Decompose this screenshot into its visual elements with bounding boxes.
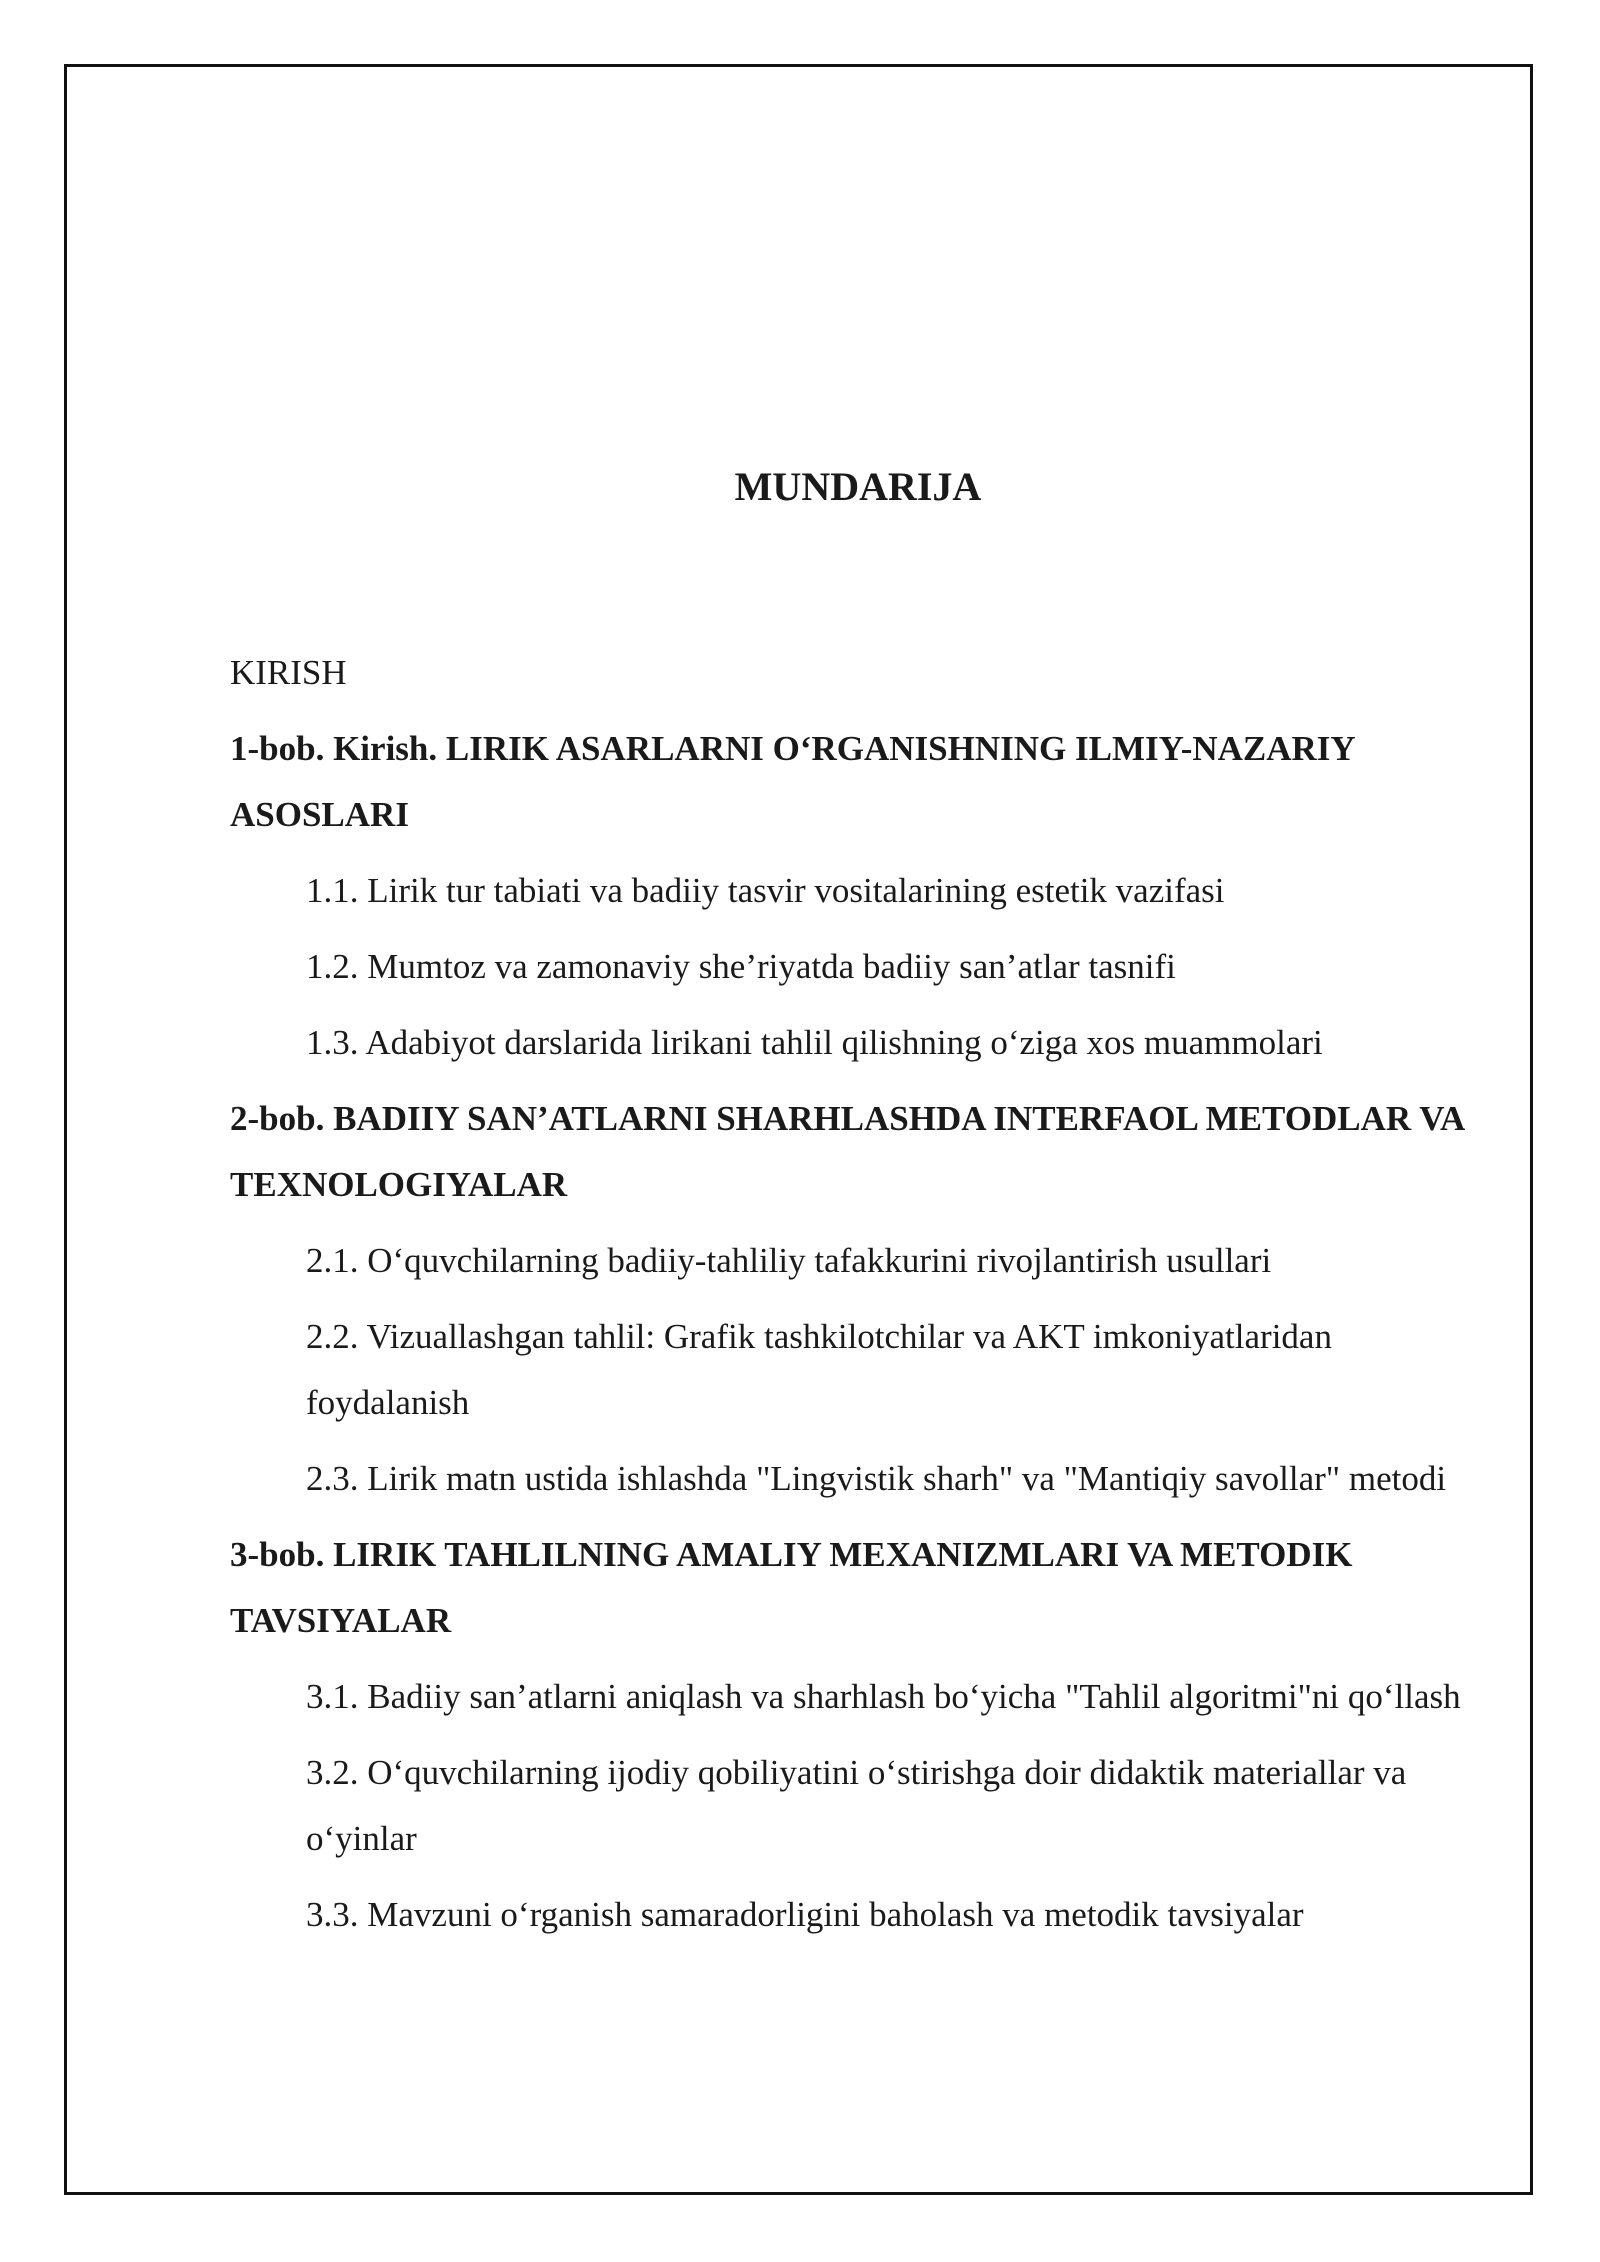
toc-chapter-1: 1-bob. Kirish. LIRIK ASARLARNI O‘RGANISHNING ILMIY-NAZARIY ASOSLARI: [230, 729, 1355, 834]
toc-section-1-2: 1.2. Mumtoz va zamonaviy she’riyatda badiiy san’atlar tasnifi: [306, 947, 1176, 986]
toc-section-2-3: 2.3. Lirik matn ustida ishlashda "Lingvistik sharh" va "Mantiqiy savollar" metodi: [306, 1459, 1447, 1498]
toc-section-3-2: 3.2. O‘quvchilarning ijodiy qobiliyatini o‘stirishga doir didaktik materiallar va o‘yinlar: [306, 1753, 1407, 1858]
toc-section-1-3: 1.3. Adabiyot darslarida lirikani tahlil qilishning o‘ziga xos muammolari: [306, 1023, 1323, 1062]
page-title: MUNDARIJA: [734, 464, 982, 509]
toc-section-2-2: 2.2. Vizuallashgan tahlil: Grafik tashkilotchilar va AKT imkoniyatlaridan foydalanish: [306, 1317, 1332, 1422]
table-of-contents: [230, 640, 1470, 1958]
toc-chapter-3: 3-bob. LIRIK TAHLILNING AMALIY MEXANIZMLARI VA METODIK TAVSIYALAR: [230, 1535, 1353, 1640]
toc-intro: KIRISH: [230, 653, 347, 692]
toc-section-3-3: 3.3. Mavzuni o‘rganish samaradorligini baholash va metodik tavsiyalar: [306, 1895, 1304, 1934]
toc-section-2-1: 2.1. O‘quvchilarning badiiy-tahliliy tafakkurini rivojlantirish usullari: [306, 1241, 1272, 1280]
toc-section-3-1: 3.1. Badiiy san’atlarni aniqlash va sharhlash bo‘yicha "Tahlil algoritmi"ni qo‘llash: [306, 1677, 1461, 1716]
toc-section-1-1: 1.1. Lirik tur tabiati va badiiy tasvir vositalarining estetik vazifasi: [306, 871, 1225, 910]
toc-chapter-2: 2-bob. BADIIY SAN’ATLARNI SHARHLASHDA INTERFAOL METODLAR VA TEXNOLOGIYALAR: [230, 1099, 1464, 1204]
